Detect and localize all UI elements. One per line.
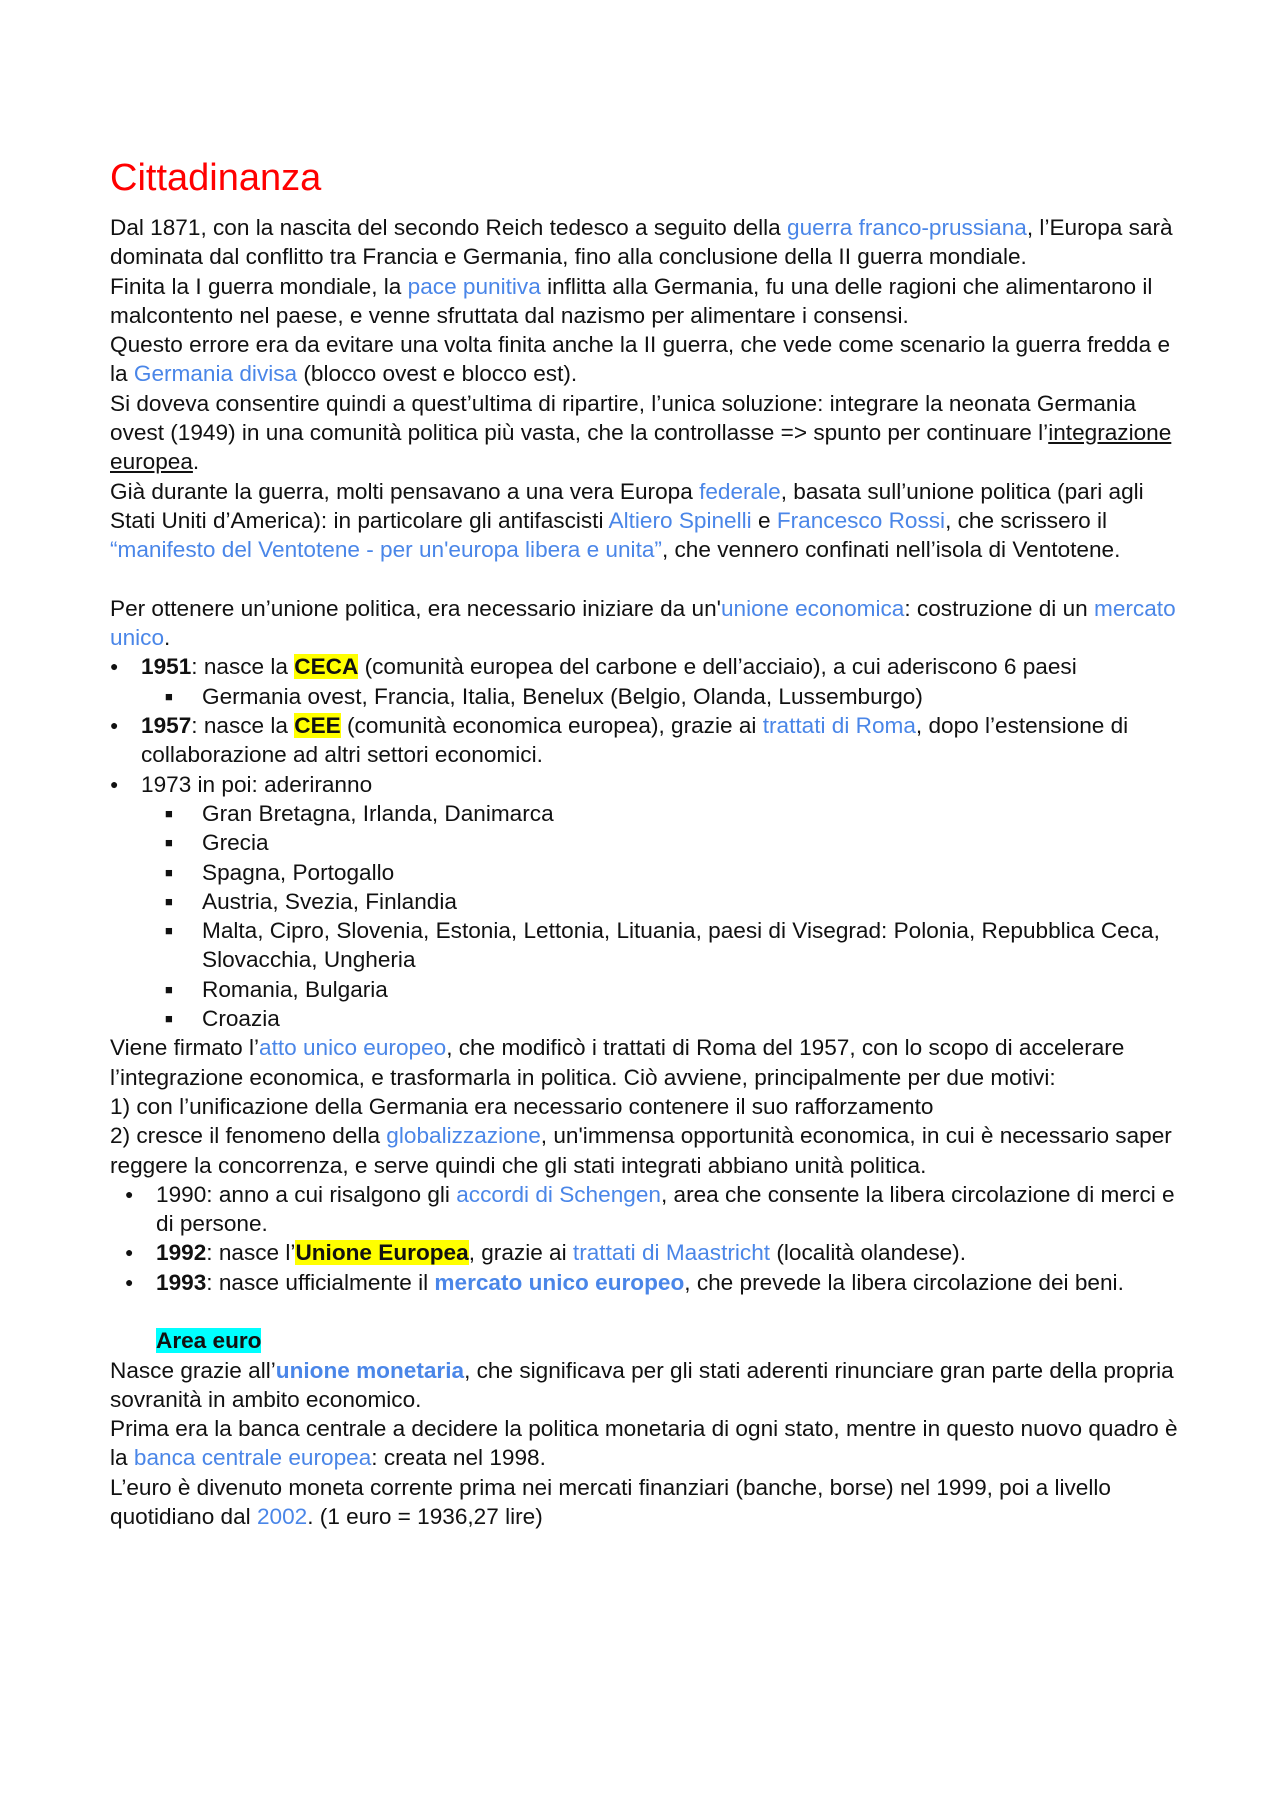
list-item-1990: ● 1990: anno a cui risalgono gli accordi di Schengen, area che consente la libera circolazione di merci e di persone. xyxy=(110,1180,1190,1239)
sub-list-item: ■ Malta, Cipro, Slovenia, Estonia, Lettonia, Lituania, paesi di Visegrad: Polonia, Repubblica Ceca, Slovacchia, Ungheria xyxy=(110,916,1190,975)
link-manifesto-ventotene[interactable]: “manifesto del Ventotene - per un'europa libera e unita” xyxy=(110,537,662,563)
highlight-unione-europea: Unione Europea xyxy=(295,1240,469,1266)
link-pace-punitiva[interactable]: pace punitiva xyxy=(407,273,541,299)
paragraph-euro-1: Nasce grazie all’unione monetaria, che significava per gli stati aderenti rinunciare gran parte della propria sovranità in ambito economico. xyxy=(110,1357,1174,1412)
list-item-1993: ● 1993: nasce ufficialmente il mercato unico europeo, che prevede la libera circolazione dei beni. xyxy=(110,1268,1190,1297)
paragraph-intro-3: Questo errore era da evitare una volta finita anche la II guerra, che vede come scenario la guerra fredda e la Germania divisa (blocco ovest e blocco est). xyxy=(110,332,1171,387)
timeline-list xyxy=(110,652,1190,1033)
list-item-1957: ● 1957: nasce la CEE (comunità economica europea), grazie ai trattati di Roma, dopo l’estensione di collaborazione ad altri settori economici. xyxy=(110,711,1190,770)
link-unione-monetaria[interactable]: unione monetaria xyxy=(275,1357,465,1383)
link-altiero-spinelli[interactable]: Altiero Spinelli xyxy=(608,507,752,533)
paragraph-unione-economica: Per ottenere un’unione politica, era necessario iniziare da un'unione economica: costruzione di un mercato unico. xyxy=(110,595,1176,651)
sub-list-item: ■ Croazia xyxy=(110,1004,1190,1033)
paragraph-euro-3: L’euro è divenuto moneta corrente prima nei mercati finanziari (banche, borse) nel 1999, poi a livello quotidiano dal 2002. (1 euro = 1936,27 lire) xyxy=(110,1474,1111,1530)
link-globalizzazione[interactable]: globalizzazione xyxy=(386,1123,541,1149)
sub-list-item: ■ Romania, Bulgaria xyxy=(110,975,1190,1004)
list-item-1992: ● 1992: nasce l’Unione Europea, grazie ai trattati di Maastricht (località olandese). xyxy=(110,1238,1190,1267)
events-list xyxy=(110,1180,1190,1297)
reason-1: 1) con l’unificazione della Germania era necessario contenere il suo rafforzamento xyxy=(110,1093,934,1119)
paragraph-atto-unico: Viene firmato l’atto unico europeo, che modificò i trattati di Roma del 1957, con lo scopo di accelerare l’integrazione economica, e trasformarla in politica. Ciò avviene, principalmente per due motivi: xyxy=(110,1035,1125,1090)
paragraph-euro-2: Prima era la banca centrale a decidere la politica monetaria di ogni stato, mentre in questo nuovo quadro è la banca centrale europea: creata nel 1998. xyxy=(110,1416,1178,1471)
link-2002[interactable]: 2002 xyxy=(256,1504,308,1530)
sub-list-item: ■ Grecia xyxy=(110,828,1190,857)
sub-list-item: ■ Austria, Svezia, Finlandia xyxy=(110,887,1190,916)
link-banca-centrale-europea[interactable]: banca centrale europea xyxy=(133,1445,372,1471)
link-guerra-franco-prussiana[interactable]: guerra franco-prussiana xyxy=(787,215,1027,240)
link-mercato-unico-europeo[interactable]: mercato unico europeo xyxy=(434,1269,685,1295)
sub-list-item: ■ Germania ovest, Francia, Italia, Benelux (Belgio, Olanda, Lussemburgo) xyxy=(110,682,1190,711)
list-item-1973: ● 1973 in poi: aderiranno xyxy=(110,770,1190,799)
highlight-ceca: CECA xyxy=(294,654,359,680)
link-mercato-unico[interactable]: mercato unico xyxy=(110,595,1176,651)
reason-2: 2) cresce il fenomeno della globalizzazione, un'immensa opportunità economica, in cui è necessario saper reggere la concorrenza, e serve quindi che gli stati integrati abbiano unità politica. xyxy=(110,1123,1172,1178)
highlight-cee: CEE xyxy=(294,713,341,739)
highlight-area-euro: Area euro xyxy=(156,1328,262,1354)
link-germania-divisa[interactable]: Germania divisa xyxy=(133,361,298,387)
link-federale[interactable]: federale xyxy=(699,478,781,504)
paragraph-intro-5: Già durante la guerra, molti pensavano a una vera Europa federale, basata sull’unione politica (pari agli Stati Uniti d’America): in particolare gli antifascisti Altiero Spinelli e Francesco Rossi, che scrissero il “manifesto del Ventotene - per un'europa libera e unita”, che vennero confinati nell’isola di Ventotene. xyxy=(110,478,1144,563)
spacer xyxy=(110,1297,1190,1326)
paragraph-intro-1: Dal 1871, con la nascita del secondo Reich tedesco a seguito della guerra franco-prussiana, l’Europa sarà dominata dal conflitto tra Francia e Germania, fino alla conclusione della II guerra mondiale. xyxy=(110,215,1173,270)
section-heading-area-euro xyxy=(110,1326,1190,1355)
spacer xyxy=(110,565,1190,594)
link-accordi-di-schengen[interactable]: accordi di Schengen xyxy=(456,1181,661,1207)
link-atto-unico-europeo[interactable]: atto unico europeo xyxy=(259,1035,447,1061)
link-trattati-di-roma[interactable]: trattati di Roma xyxy=(762,713,916,739)
sub-list-item: ■ Gran Bretagna, Irlanda, Danimarca xyxy=(110,799,1190,828)
document-body xyxy=(110,155,1190,1531)
underlined-integrazione-europea: integrazione europea xyxy=(110,420,1172,475)
link-unione-economica[interactable]: unione economica xyxy=(720,595,905,621)
link-trattati-di-maastricht[interactable]: trattati di Maastricht xyxy=(572,1240,771,1266)
list-item-1951: ● 1951: nasce la CECA (comunità europea del carbone e dell’acciaio), a cui aderiscono 6 paesi xyxy=(110,652,1190,681)
link-francesco-rossi[interactable]: Francesco Rossi xyxy=(776,507,946,533)
sub-list-item: ■ Spagna, Portogallo xyxy=(110,858,1190,887)
paragraph-intro-4: Si doveva consentire quindi a quest’ultima di ripartire, l’unica soluzione: integrare la neonata Germania ovest (1949) in una comunità politica più vasta, che la controllasse => spunto per continuare l’integrazione europea. xyxy=(110,390,1172,475)
page-title: Cittadinanza xyxy=(110,157,322,199)
paragraph-intro-2: Finita la I guerra mondiale, la pace punitiva inflitta alla Germania, fu una delle ragioni che alimentarono il malcontento nel paese, e venne sfruttata dal nazismo per alimentare i consensi. xyxy=(110,273,1153,328)
